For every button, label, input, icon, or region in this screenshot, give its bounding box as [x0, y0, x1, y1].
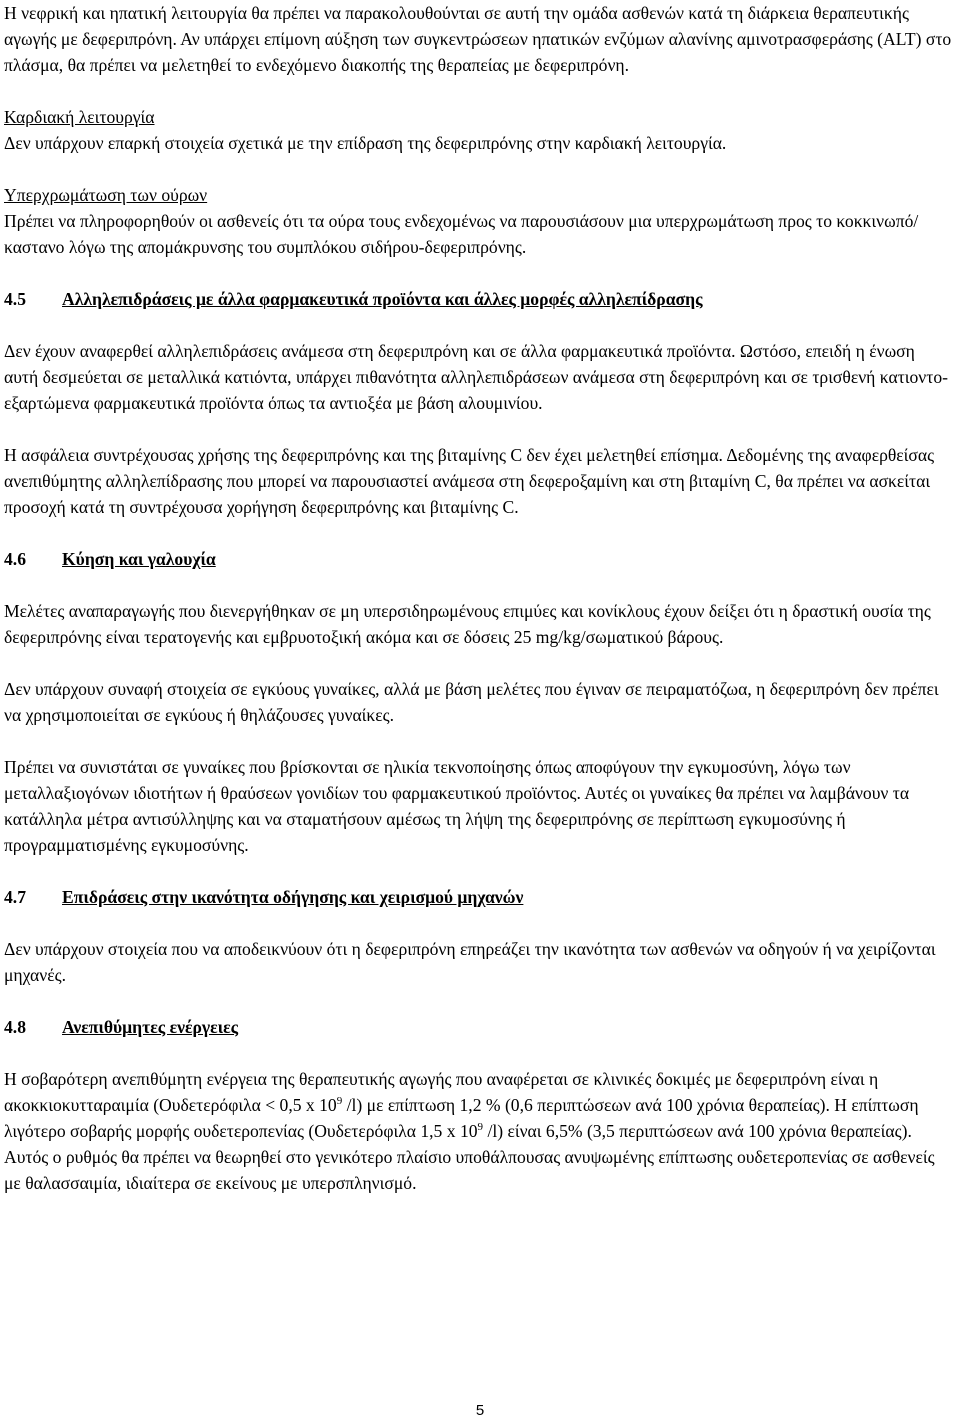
adverse-text-part-2: /l) με επίπτωση 1,2 % (0,6 περιπτώσεων ανά 100 χρόνια θεραπείας). Η επίπτωση λιγότερο σοβαρής μορφής ουδετεροπενίας (Ουδετερόφιλα 1,5 x 10: [4, 1095, 919, 1141]
section-4-8-heading: [4, 1014, 952, 1040]
interactions-paragraph-1: Δεν έχουν αναφερθεί αλληλεπιδράσεις ανάμεσα στη δεφεριπρόνη και σε άλλα φαρμακευτικά προϊόντα. Ωστόσο, επειδή η ένωση αυτή δεσμεύεται σε μεταλλικά κατιόντα, υπάρχει πιθανότητα αλληλεπιδράσεων ανάμεσα στη δεφεριπρόνη και σε τρισθενή κατιοντο-εξαρτώμενα φαρμακευτικά προϊόντα όπως τα αντιοξέα με βάση αλουμινίου.: [4, 341, 948, 413]
urine-section: [4, 182, 952, 260]
pregnancy-paragraph-2: Δεν υπάρχουν συναφή στοιχεία σε εγκύους γυναίκες, αλλά με βάση μελέτες που έγιναν σε πειραματόζωα, η δεφεριπρόνη δεν πρέπει να χρησιμοποιείται σε εγκύους ή θηλάζουσες γυναίκες.: [4, 679, 939, 725]
section-number: 4.7: [4, 887, 26, 907]
section-4-5-heading: [4, 286, 952, 312]
section-4-7-heading: [4, 884, 952, 910]
section-number: 4.6: [4, 549, 26, 569]
adverse-effects-paragraph: [4, 1066, 952, 1196]
section-number: 4.5: [4, 289, 26, 309]
section-title: Ανεπιθύμητες ενέργειες: [62, 1017, 239, 1037]
cardiac-paragraph: Δεν υπάρχουν επαρκή στοιχεία σχετικά με την επίδραση της δεφεριπρόνης στην καρδιακή λειτουργία.: [4, 133, 727, 153]
exponent: 9: [477, 1121, 484, 1134]
intro-paragraph: Η νεφρική και ηπατική λειτουργία θα πρέπει να παρακολουθούνται σε αυτή την ομάδα ασθενών κατά τη διάρκεια θεραπευτικής αγωγής με δεφεριπρόνη. Αν υπάρχει επίμονη αύξηση των συγκεντρώσεων ηπατικών ενζύμων αλανίνης αμινοτρασφεράσης (ALT) στο πλάσμα, θα πρέπει να μελετηθεί το ενδεχόμενο διακοπής της θεραπείας με δεφεριπρόνη.: [4, 3, 952, 75]
driving-paragraph: Δεν υπάρχουν στοιχεία που να αποδεικνύουν ότι η δεφεριπρόνη επηρεάζει την ικανότητα των ασθενών να οδηγούν ή να χειρίζονται μηχανές.: [4, 939, 936, 985]
urine-subheading: Υπερχρωμάτωση των ούρων: [4, 185, 208, 205]
section-title: Επιδράσεις στην ικανότητα οδήγησης και χειρισμού μηχανών: [62, 887, 524, 907]
section-title: Κύηση και γαλουχία: [62, 549, 216, 569]
urine-paragraph: Πρέπει να πληροφορηθούν οι ασθενείς ότι τα ούρα τους ενδεχομένως να παρουσιάσουν μια υπερχρωμάτωση προς το κοκκινωπό/καστανο λόγω της απομάκρυνσης του συμπλόκου σιδήρου-δεφεριπρόνης.: [4, 211, 919, 257]
pregnancy-paragraph-1: Μελέτες αναπαραγωγής που διενεργήθηκαν σε μη υπερσιδηρωμένους επιμύες και κονίκλους έχουν δείξει ότι η δραστική ουσία της δεφεριπρόνης είναι τερατογενής και εμβρυοτοξική ακόμα και σε δόσεις 25 mg/kg/σωματικού βάρους.: [4, 601, 931, 647]
cardiac-subheading: Καρδιακή λειτουργία: [4, 107, 155, 127]
exponent: 9: [336, 1095, 343, 1108]
adverse-text-part-1: Η σοβαρότερη ανεπιθύμητη ενέργεια της θεραπευτικής αγωγής που αναφέρεται σε κλινικές δοκιμές με δεφεριπρόνη είναι η ακοκκιοκυτταραιμία (Ουδετερόφιλα < 0,5 x 10: [4, 1069, 879, 1115]
pregnancy-paragraph-3: Πρέπει να συνιστάται σε γυναίκες που βρίσκονται σε ηλικία τεκνοποίησης όπως αποφύγουν την εγκυμοσύνη, λόγω των μεταλλαξιογόνων ιδιοτήτων ή θραύσεων γονιδίων του φαρμακευτικού προϊόντος. Αυτές οι γυναίκες θα πρέπει να λαμβάνουν τα κατάλληλα μέτρα αντισύλληψης και να σταματήσουν αμέσως τη λήψη της δεφεριπρόνης σε περίπτωση εγκυμοσύνης ή προγραμματισμένης εγκυμοσύνης.: [4, 757, 910, 855]
adverse-text-part-3: /l) είναι 6,5% (3,5 περιπτώσεων ανά 100 χρόνια θεραπείας). Αυτός ο ρυθμός θα πρέπει να θεωρηθεί στο γενικότερο πλαίσιο υποθάλπουσας ανυψωμένης επίπτωσης ουδετεροπενίας σε ασθενείς με θαλασσαιμία, ιδιαίτερα σε εκείνους με υπερσπληνισμό.: [4, 1121, 935, 1193]
page-number: 5: [475, 1402, 485, 1419]
section-title: Αλληλεπιδράσεις με άλλα φαρμακευτικά προϊόντα και άλλες μορφές αλληλεπίδρασης: [62, 289, 703, 309]
document-page: [4, 0, 952, 1196]
interactions-paragraph-2: Η ασφάλεια συντρέχουσας χρήσης της δεφεριπρόνης και της βιταμίνης C δεν έχει μελετηθεί επίσημα. Δεδομένης της αναφερθείσας ανεπιθύμητης αλληλεπίδρασης που μπορεί να παρουσιαστεί ανάμεσα στη δεφεροξαμίνη και στη βιταμίνη C, θα πρέπει να ασκείται προσοχή κατά τη συντρέχουσα χορήγηση δεφεριπρόνης και βιταμίνης C.: [4, 445, 935, 517]
section-4-6-heading: [4, 546, 952, 572]
cardiac-section: [4, 104, 952, 156]
section-number: 4.8: [4, 1017, 26, 1037]
